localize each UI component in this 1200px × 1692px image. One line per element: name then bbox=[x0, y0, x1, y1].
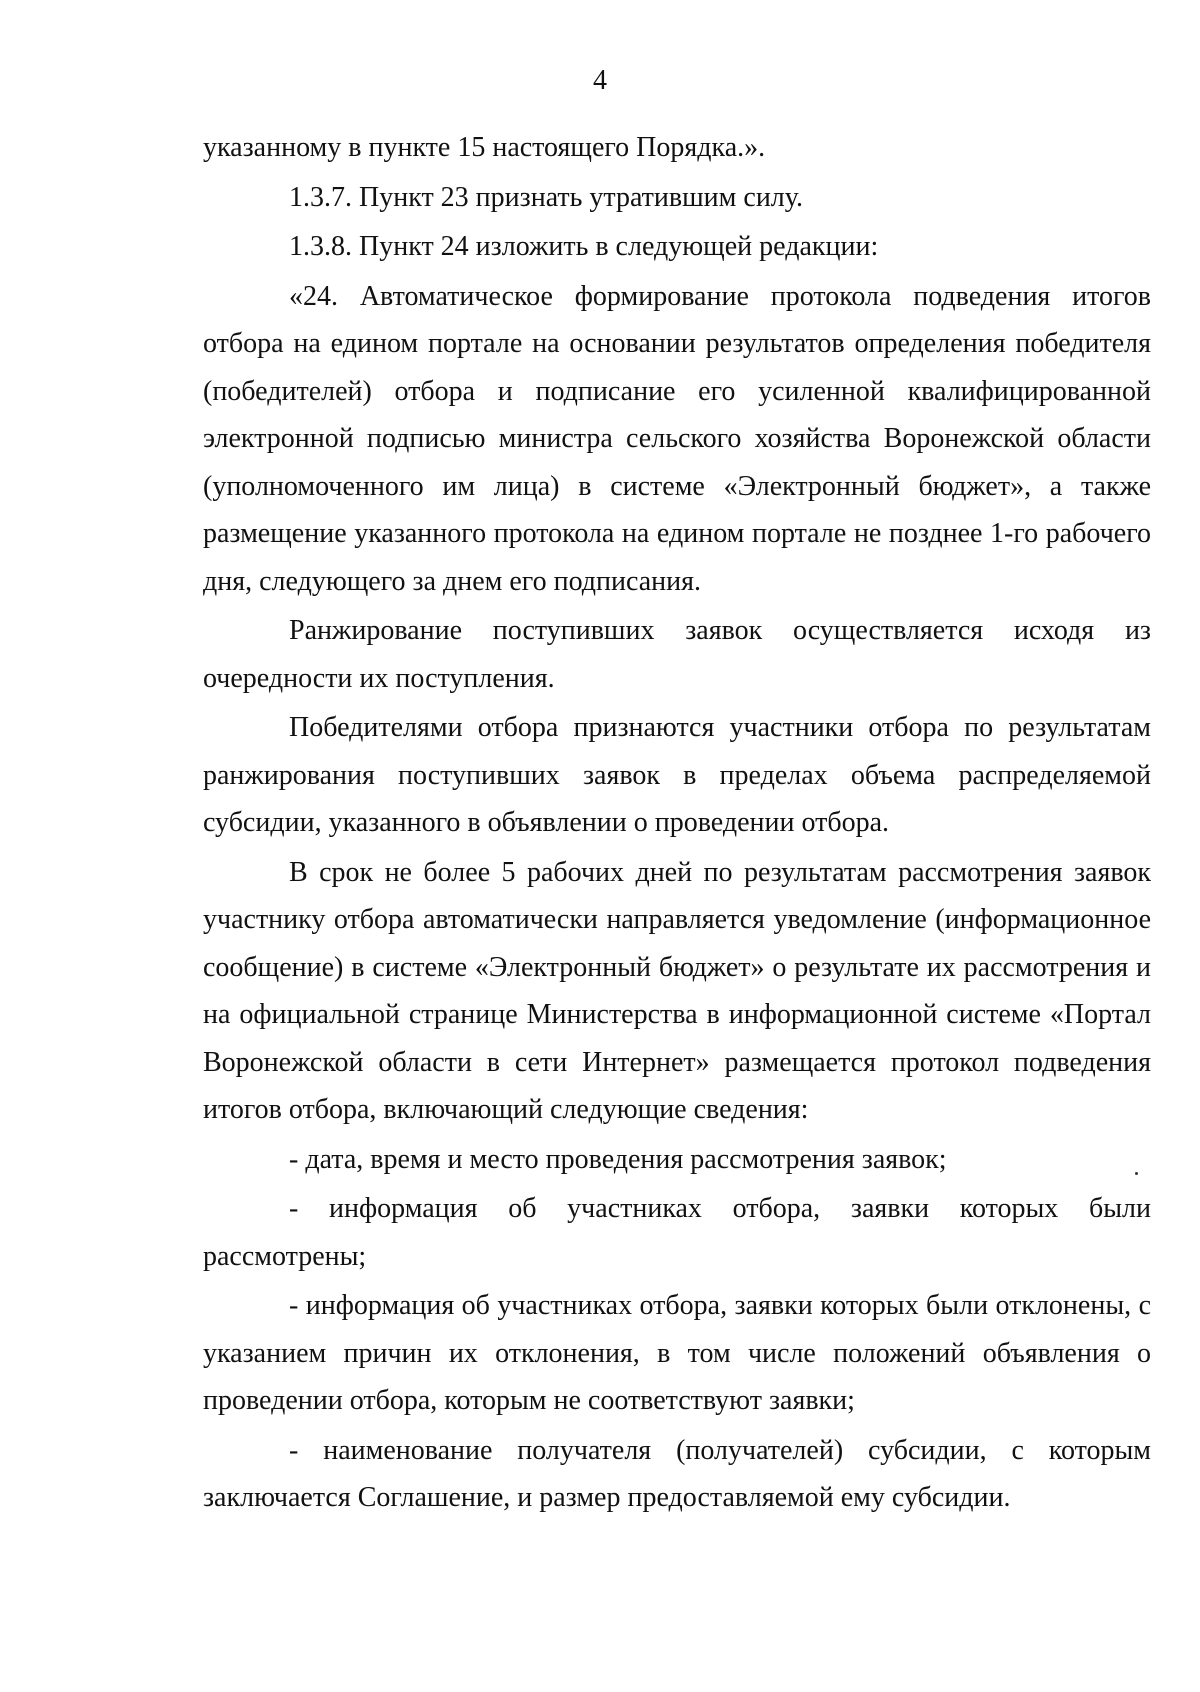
paragraph-deadline: В срок не более 5 рабочих дней по результатам рассмотрения заявок участнику отбора автоматически направляется уведомление (информационное сообщение) в системе «Электронный бюджет» о результате их рассмотрения и на официальной странице Министерства в информационной системе «Портал Воронежской области в сети Интернет» размещается протокол подведения итогов отбора, включающий следующие сведения: bbox=[203, 856, 1151, 1125]
paragraph-item-24: «24. Автоматическое формирование протокола подведения итогов отбора на едином портале на основании результатов определения победителя (победителей) отбора и подписание его усиленной квалифицированной электронной подписью министра сельского хозяйства Воронежской области (уполномоченного им лица) в системе «Электронный бюджет», а также размещение указанного протокола на едином портале не позднее 1-го рабочего дня, следующего за днем его подписания. bbox=[203, 280, 1151, 597]
list-item-date: - дата, время и место проведения рассмотрения заявок; bbox=[289, 1143, 947, 1175]
list-item-recipient: - наименование получателя (получателей) субсидии, с которым заключается Соглашение, и размер предоставляемой ему субсидии. bbox=[203, 1434, 1151, 1513]
paragraph-winners: Победителями отбора признаются участники отбора по результатам ранжирования поступивших заявок в пределах объема распределяемой субсидии, указанного в объявлении о проведении отбора. bbox=[203, 712, 1151, 838]
paragraph-ranking: Ранжирование поступивших заявок осуществляется исходя из очередности их поступления. bbox=[203, 615, 1151, 694]
document-body bbox=[203, 124, 1151, 1522]
list-item-reviewed: - информация об участниках отбора, заявки которых были рассмотрены; bbox=[203, 1193, 1151, 1272]
paragraph-1-3-8: 1.3.8. Пункт 24 изложить в следующей редакции: bbox=[289, 231, 879, 262]
scan-speck bbox=[1135, 1172, 1138, 1175]
list-item-rejected: - информация об участниках отбора, заявки которых были отклонены, с указанием причин их отклонения, в том числе положений объявления о проведении отбора, которым не соответствуют заявки; bbox=[203, 1290, 1151, 1416]
page-number: 4 bbox=[593, 65, 607, 96]
paragraph-1-3-7: 1.3.7. Пункт 23 признать утратившим силу. bbox=[289, 181, 803, 213]
paragraph-continuation: указанному в пункте 15 настоящего Порядка.». bbox=[203, 132, 766, 163]
